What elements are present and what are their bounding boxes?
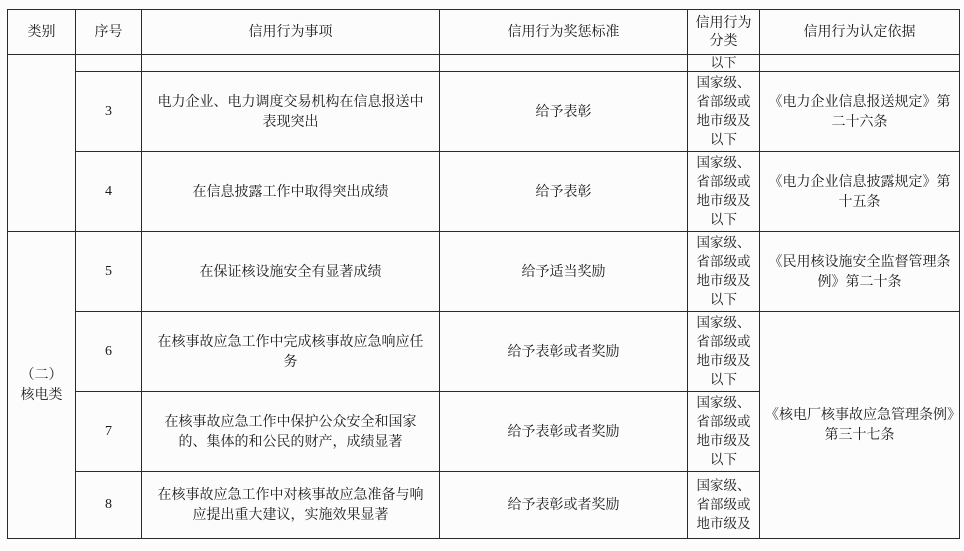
class-line: 地市级及 — [696, 432, 751, 449]
class-line: 国家级、 — [696, 234, 751, 251]
header-category: 类别 — [8, 10, 76, 55]
standard-cell: 给予表彰 — [440, 152, 688, 232]
class-line: 省部级或 — [696, 413, 751, 430]
class-line: 地市级及 — [696, 112, 751, 129]
header-classification-line2: 分类 — [709, 33, 738, 49]
item-cell: 在核事故应急工作中完成核事故应急响应任务 — [142, 312, 440, 392]
item-cell: 在保证核设施安全有显著成绩 — [142, 232, 440, 312]
classification-cell — [688, 312, 760, 392]
standard-cell: 给予表彰或者奖励 — [440, 472, 688, 539]
class-line: 省部级或 — [696, 173, 751, 190]
classification-cell — [688, 392, 760, 472]
standard-cell: 给予表彰或者奖励 — [440, 392, 688, 472]
class-line: 地市级及 — [696, 272, 751, 289]
class-line: 以下 — [710, 131, 737, 148]
class-line: 以下 — [710, 291, 737, 308]
header-basis: 信用行为认定依据 — [760, 10, 960, 55]
item-cell: 在核事故应急工作中对核事故应急准备与响应提出重大建议，实施效果显著 — [142, 472, 440, 539]
basis-cell: 《电力企业信息披露规定》第十五条 — [760, 152, 960, 232]
table-row — [8, 72, 960, 152]
class-line: 国家级、 — [696, 154, 751, 171]
item-cell: 在核事故应急工作中保护公众安全和国家的、集体的和公民的财产，成绩显著 — [142, 392, 440, 472]
seq-cell: 4 — [76, 152, 142, 232]
continuation-row — [8, 55, 960, 72]
class-line: 地市级及 — [696, 352, 751, 369]
category-label-line1: （二） — [20, 367, 63, 383]
table-row — [8, 232, 960, 312]
category-cell-nuclear — [8, 232, 76, 539]
class-line: 地市级及 — [696, 515, 751, 532]
class-line: 省部级或 — [696, 253, 751, 270]
class-line: 以下 — [710, 371, 737, 388]
table-row — [8, 152, 960, 232]
seq-cell: 6 — [76, 312, 142, 392]
item-cell: 在信息披露工作中取得突出成绩 — [142, 152, 440, 232]
class-line: 省部级或 — [696, 333, 751, 350]
class-line: 地市级及 — [696, 192, 751, 209]
header-classification-line1: 信用行为 — [695, 15, 752, 31]
header-row — [8, 10, 960, 55]
table-row — [8, 312, 960, 392]
class-line: 省部级或 — [696, 496, 751, 513]
item-cell: 电力企业、电力调度交易机构在信息报送中表现突出 — [142, 72, 440, 152]
seq-cell: 3 — [76, 72, 142, 152]
basis-cell: 《电力企业信息报送规定》第二十六条 — [760, 72, 960, 152]
item-cell — [142, 55, 440, 72]
category-cell-continued — [8, 55, 76, 232]
seq-cell: 7 — [76, 392, 142, 472]
class-line: 国家级、 — [696, 394, 751, 411]
basis-cell-merged: 《核电厂核事故应急管理条例》第三十七条 — [760, 312, 960, 539]
category-label-line2: 核电类 — [20, 387, 63, 403]
standard-cell — [440, 55, 688, 72]
classification-cell — [688, 152, 760, 232]
classification-cell: 以下 — [688, 55, 760, 72]
class-line: 以下 — [710, 211, 737, 228]
standard-cell: 给予适当奖励 — [440, 232, 688, 312]
class-line: 国家级、 — [696, 74, 751, 91]
standard-cell: 给予表彰或者奖励 — [440, 312, 688, 392]
header-seq: 序号 — [76, 10, 142, 55]
header-item: 信用行为事项 — [142, 10, 440, 55]
seq-cell: 5 — [76, 232, 142, 312]
credit-behavior-table — [7, 9, 960, 539]
basis-cell: 《民用核设施安全监督管理条例》第二十条 — [760, 232, 960, 312]
header-standard: 信用行为奖惩标准 — [440, 10, 688, 55]
standard-cell: 给予表彰 — [440, 72, 688, 152]
class-line: 国家级、 — [696, 314, 751, 331]
class-line: 以下 — [710, 451, 737, 468]
classification-cell — [688, 232, 760, 312]
class-line: 省部级或 — [696, 93, 751, 110]
basis-cell — [760, 55, 960, 72]
seq-cell: 8 — [76, 472, 142, 539]
class-line: 国家级、 — [696, 477, 751, 494]
header-classification — [688, 10, 760, 55]
classification-cell — [688, 472, 760, 539]
seq-cell — [76, 55, 142, 72]
classification-cell — [688, 72, 760, 152]
